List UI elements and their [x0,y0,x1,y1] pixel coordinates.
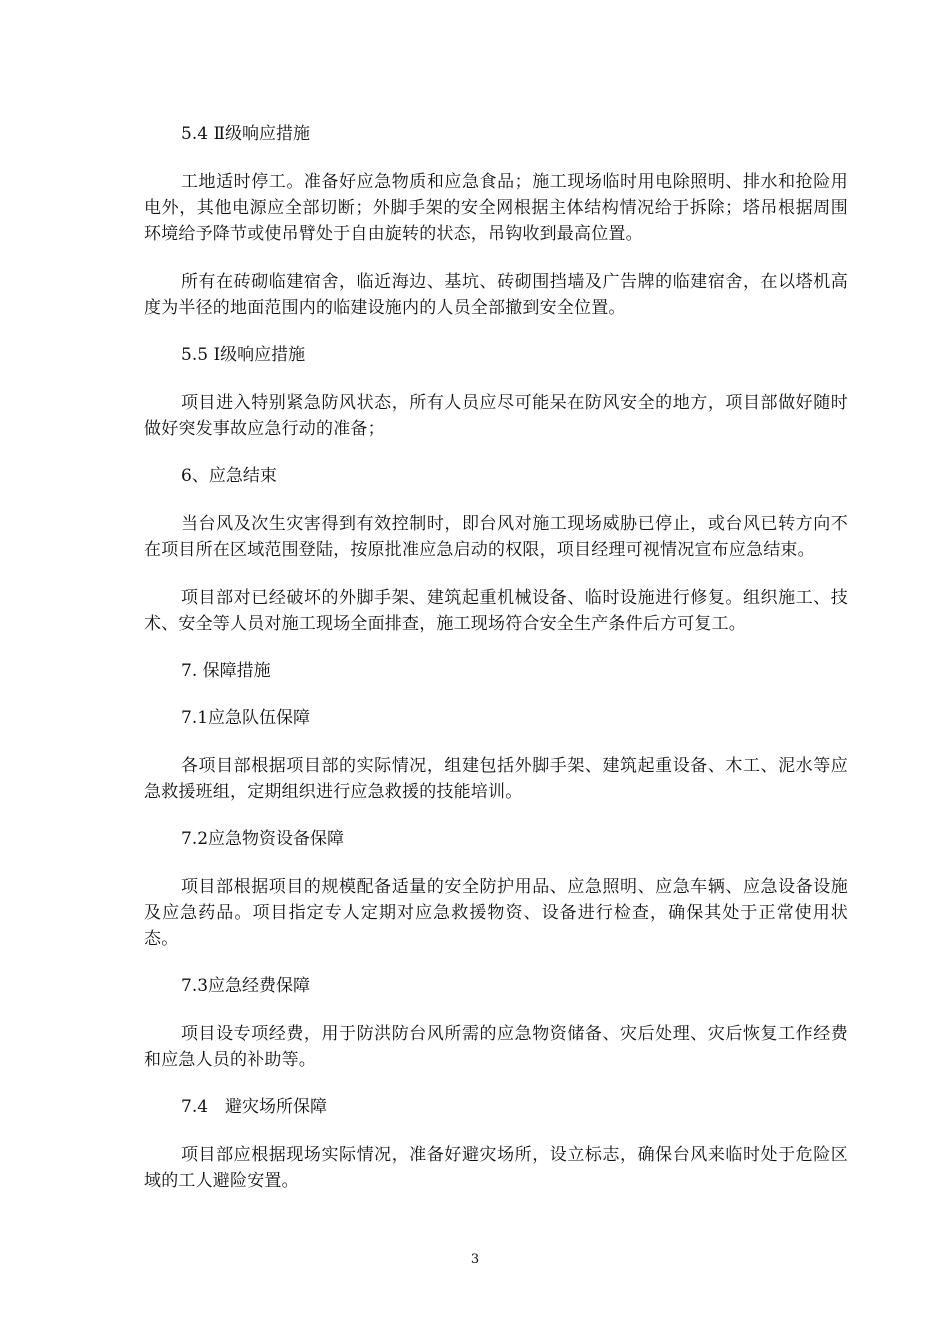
section-heading-7: 7. 保障措施 [181,661,271,681]
paragraph-5-4-stop-work: 工地适时停工。准备好应急物质和应急食品；施工现场临时用电除照明、排水和抢险用电外，其他电源应全部切断；外脚手架的安全网根据主体结构情况给于拆除；塔吊根据周围环境给予降节或使吊臂处于自由旋转的状态，吊钩收到最高位置。 [144,172,848,244]
page-number: 3 [470,1252,480,1267]
paragraph-5-4-evacuation: 所有在砖砌临建宿舍，临近海边、基坑、砖砌围挡墙及广告牌的临建宿舍，在以塔机高度为半径的地面范围内的临建设施内的人员全部撤到安全位置。 [144,272,848,318]
paragraph-7-1-team: 各项目部根据项目部的实际情况，组建包括外脚手架、建筑起重设备、木工、泥水等应急救援班组，定期组织进行应急救援的技能培训。 [144,756,848,802]
section-heading-5-4: 5.4 Ⅱ级响应措施 [181,124,310,144]
section-heading-7-3: 7.3应急经费保障 [181,976,311,996]
document-body [144,122,848,1216]
section-heading-7-2: 7.2应急物资设备保障 [181,829,345,849]
section-heading-7-1: 7.1应急队伍保障 [181,708,311,728]
paragraph-6-end-emergency: 当台风及次生灾害得到有效控制时，即台风对施工现场威胁已停止，或台风已转方向不在项目所在区域范围登陆，按原批准应急启动的权限，项目经理可视情况宣布应急结束。 [144,514,848,560]
paragraph-7-2-supplies: 项目部根据项目的规模配备适量的安全防护用品、应急照明、应急车辆、应急设备设施及应急药品。项目指定专人定期对应急救援物资、设备进行检查，确保其处于正常使用状态。 [144,877,848,949]
section-heading-6: 6、应急结束 [181,466,277,486]
paragraph-6-repair: 项目部对已经破坏的外脚手架、建筑起重机械设备、临时设施进行修复。组织施工、技术、安全等人员对施工现场全面排查，施工现场符合安全生产条件后方可复工。 [144,588,848,634]
paragraph-5-5-emergency-state: 项目进入特别紧急防风状态，所有人员应尽可能呆在防风安全的地方，项目部做好随时做好突发事故应急行动的准备； [144,393,848,439]
section-heading-7-4: 7.4 避灾场所保障 [181,1097,328,1117]
paragraph-7-4-shelter: 项目部应根据现场实际情况，准备好避灾场所，设立标志，确保台风来临时处于危险区域的工人避险安置。 [144,1145,848,1191]
paragraph-7-3-funding: 项目设专项经费，用于防洪防台风所需的应急物资储备、灾后处理、灾后恢复工作经费和应急人员的补助等。 [144,1024,848,1070]
section-heading-5-5: 5.5 Ⅰ级响应措施 [181,345,306,365]
